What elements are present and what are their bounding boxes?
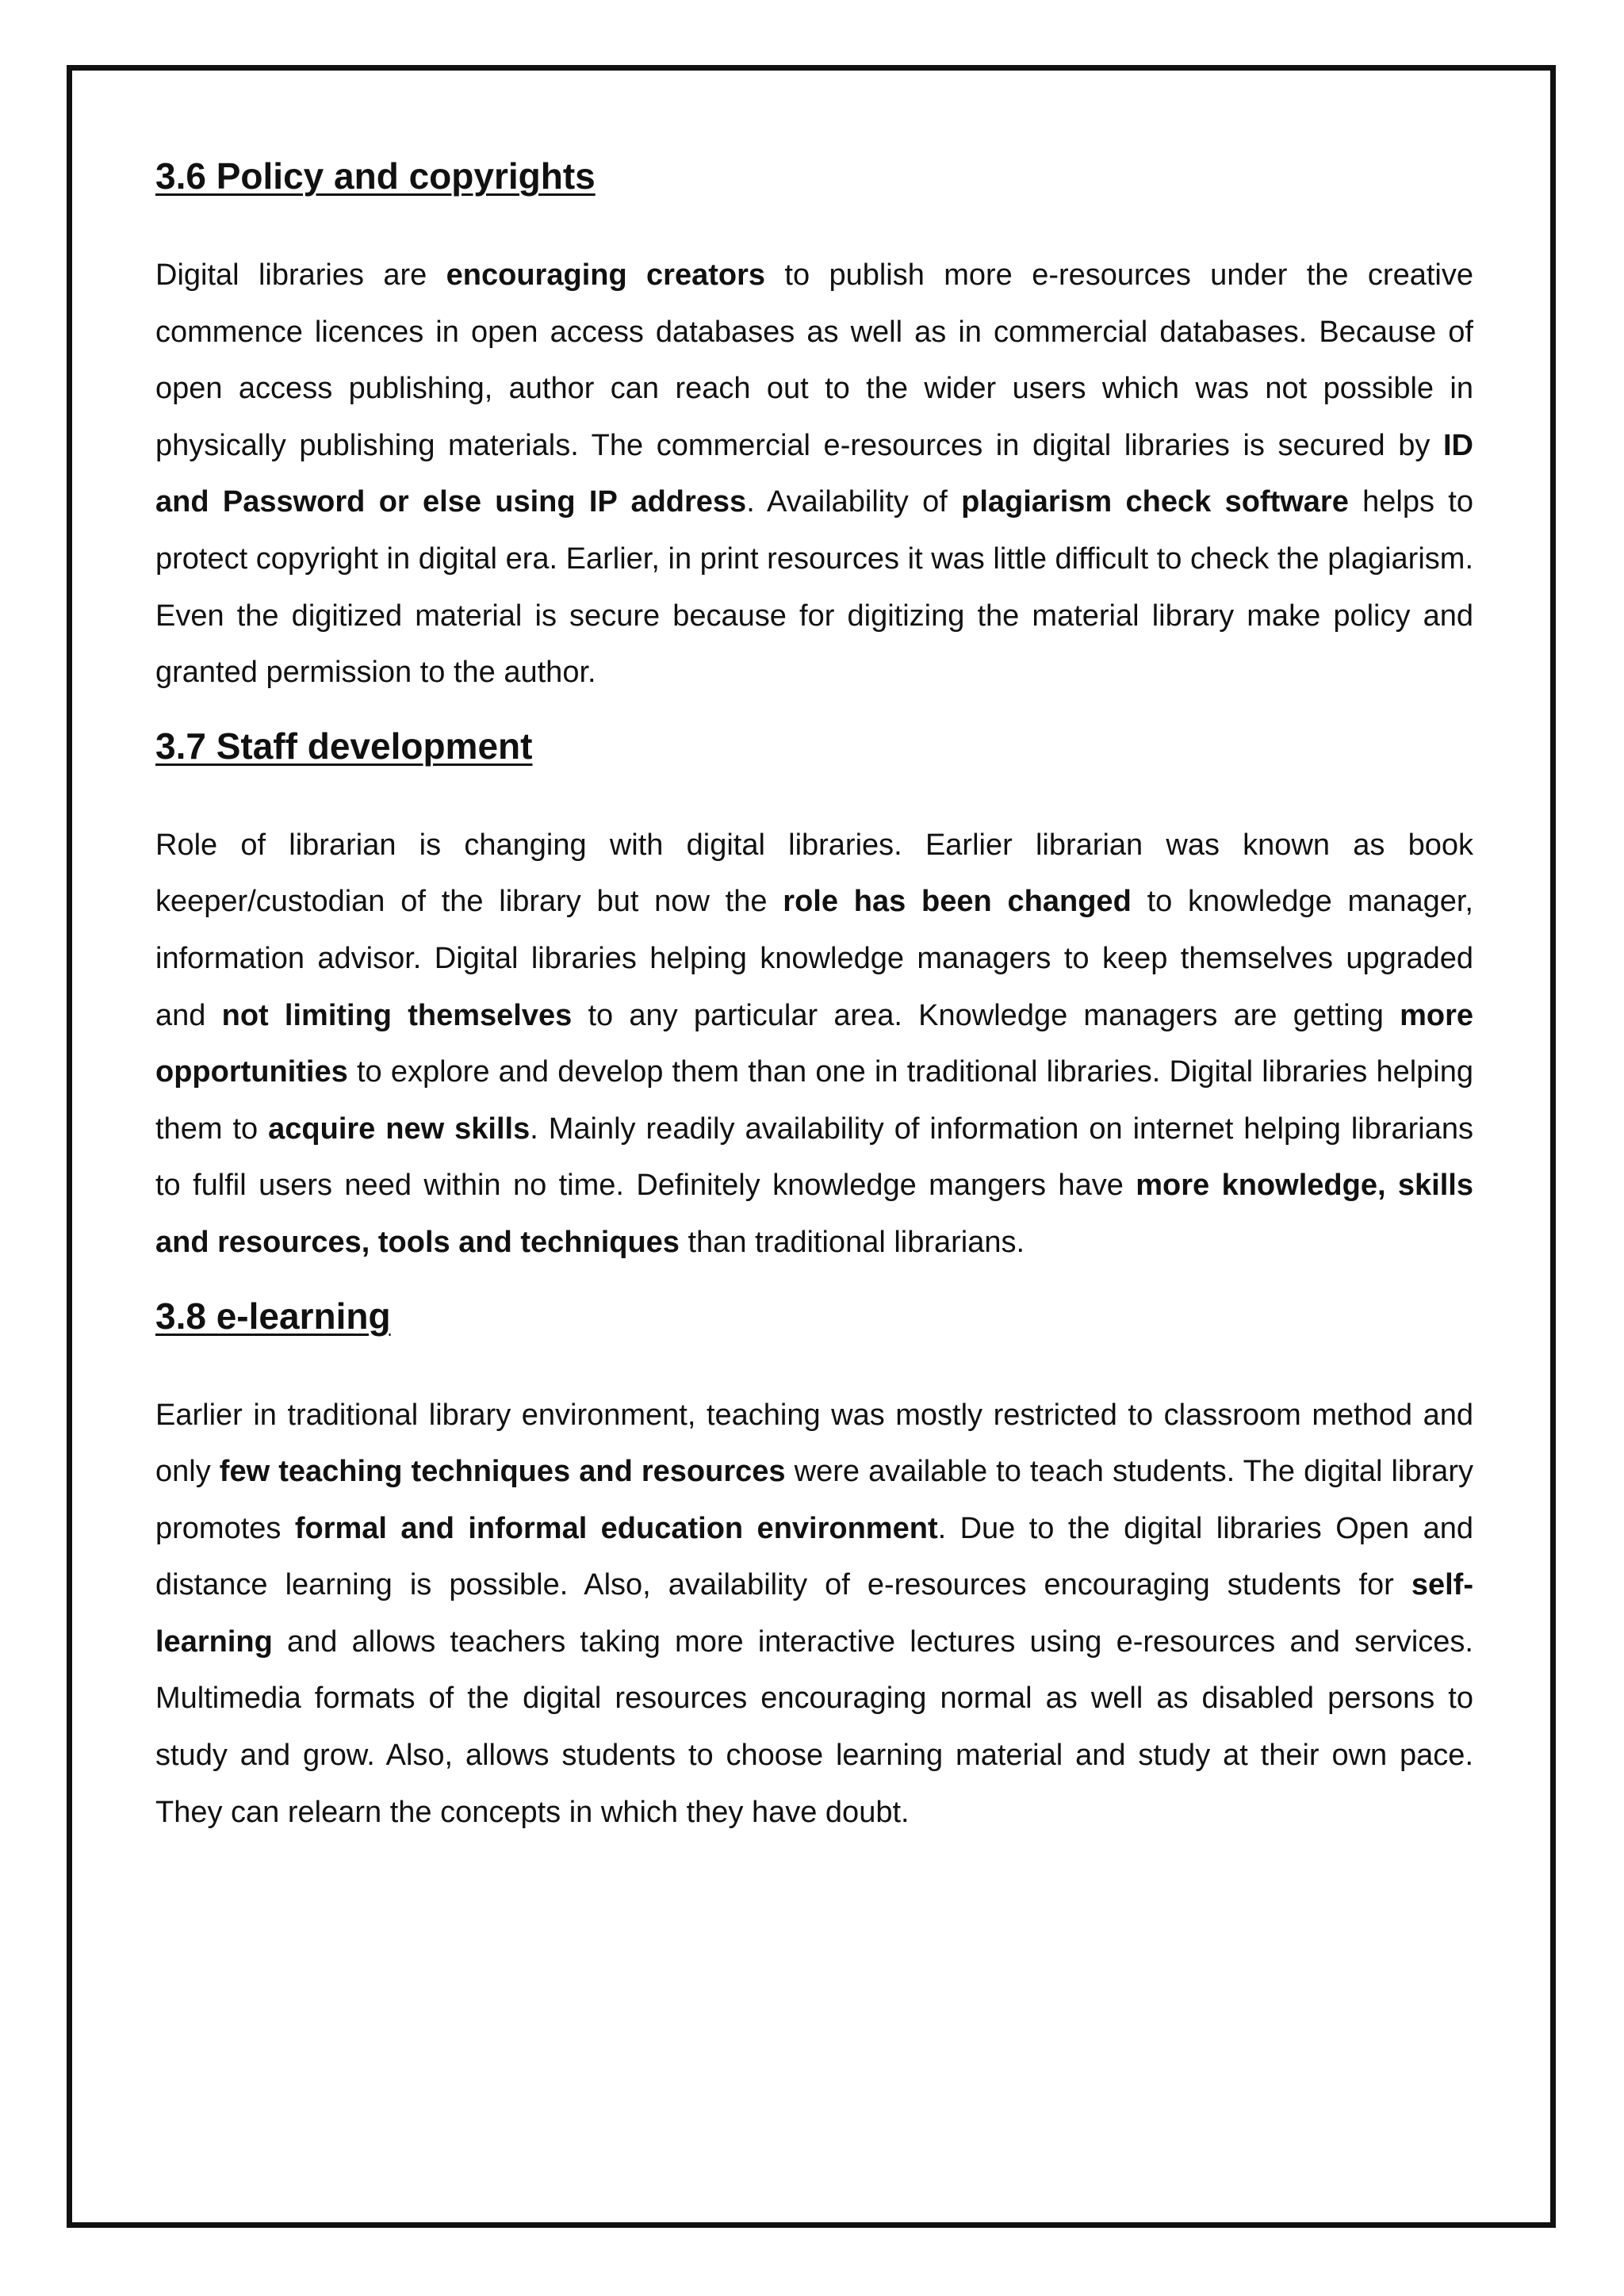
document-body xyxy=(155,144,1473,1841)
emphasis-text: formal and informal education environment xyxy=(294,1511,938,1545)
emphasis-text: more knowledge, skills and resources, tools and techniques xyxy=(155,1169,1473,1259)
emphasis-text: acquire new skills xyxy=(268,1112,530,1146)
emphasis-text: encouraging creators xyxy=(446,258,766,292)
section-heading-e-learning: 3.8 e-learning xyxy=(155,1295,391,1337)
paragraph-policy-copyrights: Digital libraries are encouraging creators to publish more e-resources under the creative commence licences in open access databases as well as in commercial databases. Because of open access publishing, author can reach out to the wider users which was not possible in physically publishing materials. The commercial e-resources in digital libraries is secured by ID and Password or else using IP address. Availability of plagiarism check software helps to protect copyright in digital era. Earlier, in print resources it was little difficult to check the plagiarism. Even the digitized material is secure because for digitizing the material library make policy and granted permission to the author. xyxy=(155,258,1474,690)
emphasis-text: more opportunities xyxy=(155,998,1473,1089)
emphasis-text: few teaching techniques and resources xyxy=(219,1455,786,1489)
emphasis-text: not limiting themselves xyxy=(221,998,573,1032)
section-heading-staff-development: 3.7 Staff development xyxy=(155,725,533,767)
paragraph-staff-development: Role of librarian is changing with digital libraries. Earlier librarian was known as book keeper/custodian of the library but now the role has been changed to knowledge manager, information advisor. Digital libraries helping knowledge managers to keep themselves upgraded and not limiting themselves to any particular area. Knowledge managers are getting more opportunities to explore and develop them than one in traditional libraries. Digital libraries helping them to acquire new skills. Mainly readily availability of information on internet helping librarians to fulfil users need within no time. Definitely knowledge mangers have more knowledge, skills and resources, tools and techniques than traditional librarians. xyxy=(155,828,1473,1259)
section-heading-policy-copyrights: 3.6 Policy and copyrights xyxy=(155,155,596,197)
emphasis-text: plagiarism check software xyxy=(961,485,1349,519)
emphasis-text: self-learning xyxy=(155,1568,1473,1659)
paragraph-e-learning: Earlier in traditional library environment, teaching was mostly restricted to classroom method and only few teaching techniques and resources were available to teach students. The digital library promotes formal and informal education environment. Due to the digital libraries Open and distance learning is possible. Also, availability of e-resources encouraging students for self-learning and allows teachers taking more interactive lectures using e-resources and services. Multimedia formats of the digital resources encouraging normal as well as disabled persons to study and grow. Also, allows students to choose learning material and study at their own pace. They can relearn the concepts in which they have doubt. xyxy=(155,1398,1474,1829)
emphasis-text: ID and Password or else using IP address xyxy=(155,428,1473,519)
emphasis-text: role has been changed xyxy=(783,885,1132,919)
